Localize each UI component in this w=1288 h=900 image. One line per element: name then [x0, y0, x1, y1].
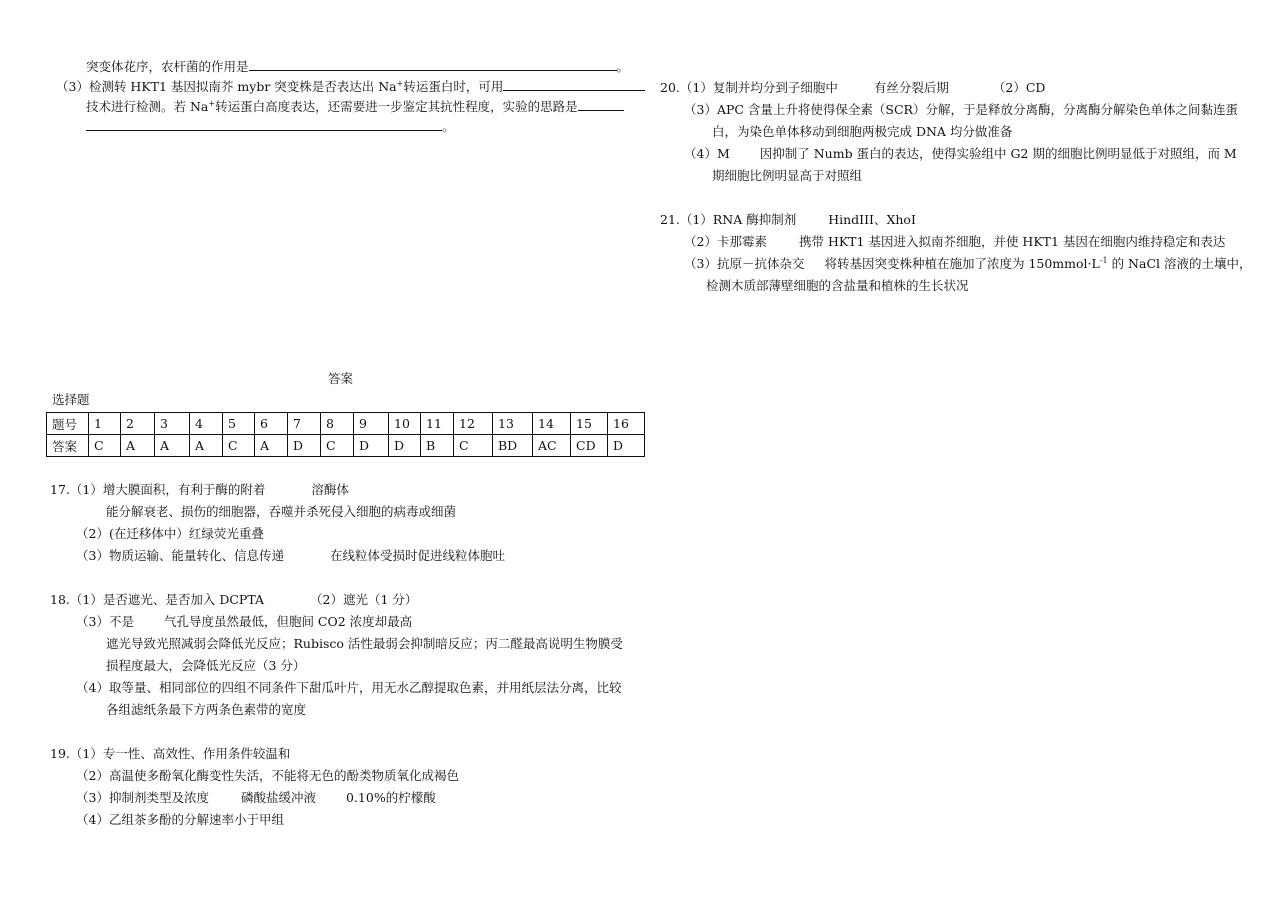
- q18-line-5: （4）取等量、相同部位的四组不同条件下甜瓜叶片，用无水乙醇提取色素，并用纸层法分离，比较: [76, 680, 622, 695]
- answer-text: （3）抗原－抗体杂交: [684, 256, 805, 271]
- table-cell: B: [421, 435, 454, 457]
- table-cell: BD: [493, 435, 533, 457]
- q-line-3-text-a: 技术进行检测。若 Na: [86, 99, 209, 114]
- table-cell: A: [121, 435, 155, 457]
- q-line-1-text: 突变体花序，农杆菌的作用是: [86, 59, 249, 74]
- q-line-1: [86, 56, 629, 77]
- q-line-3-text-b: 转运蛋白高度表达，还需要进一步鉴定其抗性程度，实验的思路是: [215, 99, 578, 114]
- answer-blank: [86, 116, 442, 131]
- answer-text: 将转基因突变株种植在施加了浓度为 150mmol·L: [824, 256, 1100, 271]
- answer-text: （1）增大膜面积，有利于酶的附着: [69, 482, 266, 497]
- q21-line-3: [684, 254, 1251, 274]
- answer-text: 气孔导度虽然最低，但胞间 CO2 浓度却最高: [163, 614, 413, 629]
- answer-text: HindIII、XhoI: [828, 212, 916, 227]
- answer-text: 磷酸盐缓冲液: [240, 790, 316, 805]
- answer-blank: [503, 76, 645, 91]
- table-cell: 13: [493, 413, 533, 435]
- table-cell: CD: [571, 435, 608, 457]
- q-line-2-text-b: 转运蛋白时，可用: [403, 79, 504, 94]
- q19-line-1: [50, 744, 290, 764]
- table-cell: 5: [223, 413, 255, 435]
- q20-line-2: （3）APC 含量上升将使得保全素（SCR）分解，于是释放分离酶，分离酶分解染色单体之间黏连蛋: [684, 102, 1238, 117]
- q20-line-3: 白，为染色单体移动到细胞两极完成 DNA 均分做准备: [712, 124, 1013, 139]
- superscript-plus: +: [208, 98, 216, 108]
- answer-text: （3）抑制剂类型及浓度: [76, 790, 209, 805]
- table-cell: 2: [121, 413, 155, 435]
- table-cell: C: [223, 435, 255, 457]
- q-line-4: [86, 116, 455, 137]
- q17-line-3: （2）(在迁移体中）红绿荧光重叠: [76, 526, 264, 541]
- table-cell: 6: [255, 413, 288, 435]
- answers-title: 答案: [328, 371, 354, 386]
- table-cell: C: [321, 435, 354, 457]
- q17-line-2: 能分解衰老、损伤的细胞器，吞噬并杀死侵入细胞的病毒或细菌: [106, 504, 457, 519]
- table-row-answers: [47, 435, 645, 457]
- q20-line-1: [660, 78, 1045, 98]
- answer-text: （1）复制并均分到子细胞中: [679, 80, 838, 95]
- q18-line-1: [50, 590, 417, 610]
- table-cell: AC: [533, 435, 571, 457]
- q-line-2-text-a: 检测转 HKT1 基因拟南芥 mybr 突变株是否表达出 Na: [88, 79, 397, 94]
- q21-line-1: [660, 210, 916, 230]
- question-number: 17.: [50, 482, 70, 497]
- question-number: （3）: [56, 79, 89, 94]
- answer-text: （2）卡那霉素: [684, 234, 767, 249]
- answer-text: 的 NaCl 溶液的土壤中，: [1107, 256, 1252, 271]
- section-label-choice: 选择题: [52, 392, 90, 407]
- answer-text: （1）是否遮光、是否加入 DCPTA: [69, 592, 264, 607]
- q18-line-6: 各组滤纸条最下方两条色素带的宽度: [106, 702, 307, 717]
- q17-line-1: [50, 480, 349, 500]
- table-cell: A: [155, 435, 190, 457]
- q19-line-4: （4）乙组茶多酚的分解速率小于甲组: [76, 812, 284, 827]
- table-cell: 14: [533, 413, 571, 435]
- answer-text: 有丝分裂后期: [873, 80, 949, 95]
- q18-line-4: 损程度最大，会降低光反应（3 分）: [106, 658, 306, 673]
- answer-text: （1）专一性、高效性、作用条件较温和: [69, 746, 291, 761]
- table-cell: A: [255, 435, 288, 457]
- table-row-numbers: [47, 413, 645, 435]
- answer-text: （1）RNA 酶抑制剂: [679, 212, 797, 227]
- q19-line-3: [76, 788, 436, 808]
- q-line-3: [86, 96, 624, 117]
- table-cell: 11: [421, 413, 454, 435]
- q18-line-2: [76, 612, 412, 632]
- answer-text: （3）物质运输、能量转化、信息传递: [76, 548, 284, 563]
- answer-text: 因抑制了 Numb 蛋白的表达，使得实验组中 G2 期的细胞比例明显低于对照组，而 M: [759, 146, 1237, 161]
- period: 。: [616, 59, 630, 74]
- superscript-minus-one: -1: [1099, 255, 1108, 265]
- table-cell: 15: [571, 413, 608, 435]
- q20-line-5: 期细胞比例明显高于对照组: [712, 168, 863, 183]
- table-cell: D: [288, 435, 321, 457]
- answer-text: 0.10%的柠檬酸: [345, 790, 436, 805]
- table-cell: 4: [190, 413, 223, 435]
- q19-line-2: （2）高温使多酚氧化酶变性失活，不能将无色的酚类物质氧化成褐色: [76, 768, 459, 783]
- table-cell: C: [454, 435, 493, 457]
- table-cell: 9: [354, 413, 389, 435]
- answer-table: [46, 412, 645, 457]
- answer-blank: [249, 56, 617, 71]
- answer-text: （2）遮光（1 分）: [310, 592, 418, 607]
- q17-line-4: [76, 546, 505, 566]
- table-cell: D: [608, 435, 645, 457]
- answer-text: （2）CD: [992, 80, 1046, 95]
- table-cell: A: [190, 435, 223, 457]
- q20-line-4: [684, 144, 1237, 164]
- answer-label: 答案: [47, 435, 89, 457]
- answer-text: （3）不是: [76, 614, 134, 629]
- period: 。: [442, 119, 455, 134]
- q21-line-2: [684, 232, 1225, 252]
- table-cell: 16: [608, 413, 645, 435]
- superscript-plus: +: [396, 78, 404, 88]
- q18-line-3: 遮光导致光照减弱会降低光反应；Rubisco 活性最弱会抑制暗反应；丙二醛最高说明生物膜受: [106, 636, 623, 651]
- table-cell: 7: [288, 413, 321, 435]
- answer-text: 在线粒体受损时促进线粒体胞吐: [329, 548, 505, 563]
- question-number: 20.: [660, 80, 680, 95]
- question-number: 18.: [50, 592, 70, 607]
- question-number: 19.: [50, 746, 70, 761]
- table-cell: C: [89, 435, 121, 457]
- q-line-2: [56, 76, 645, 97]
- answer-blank: [578, 96, 624, 111]
- table-cell: 10: [389, 413, 421, 435]
- header-label: 题号: [47, 413, 89, 435]
- answer-text: 溶酶体: [311, 482, 349, 497]
- table-cell: 1: [89, 413, 121, 435]
- answer-text: 携带 HKT1 基因进入拟南芥细胞，并使 HKT1 基因在细胞内维持稳定和表达: [798, 234, 1226, 249]
- question-number: 21.: [660, 212, 680, 227]
- q21-line-4: 检测木质部薄壁细胞的含盐量和植株的生长状况: [706, 278, 969, 293]
- table-cell: D: [389, 435, 421, 457]
- table-cell: D: [354, 435, 389, 457]
- table-cell: 3: [155, 413, 190, 435]
- answer-text: （4）M: [684, 146, 730, 161]
- table-cell: 8: [321, 413, 354, 435]
- table-cell: 12: [454, 413, 493, 435]
